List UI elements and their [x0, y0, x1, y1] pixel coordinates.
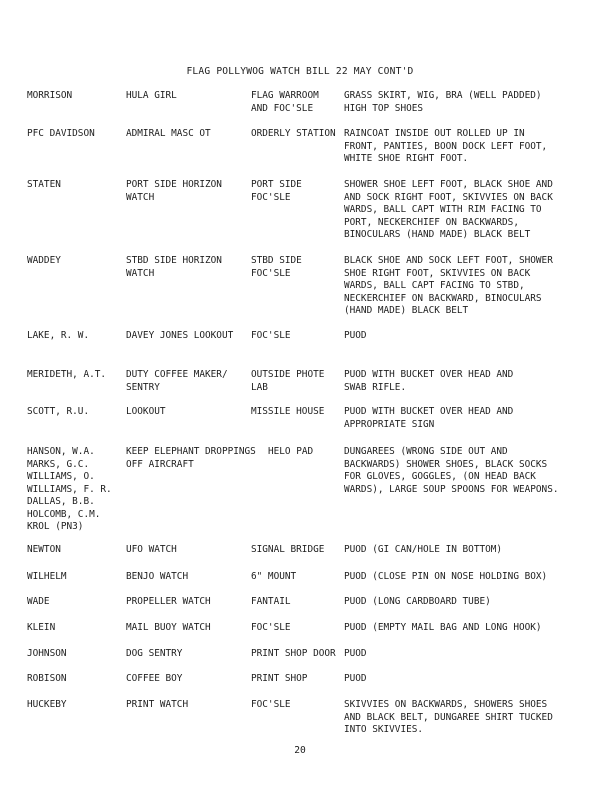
- page-number: 20: [294, 745, 306, 756]
- watch-assignment: UFO WATCH: [126, 544, 177, 555]
- crew-name: JOHNSON: [27, 648, 67, 659]
- watch-assignment: LOOKOUT: [126, 406, 166, 417]
- watch-station: FOC'SLE: [251, 330, 291, 341]
- page-title: FLAG POLLYWOG WATCH BILL 22 MAY CONT'D: [186, 66, 414, 77]
- watch-station: MISSILE HOUSE: [251, 406, 325, 417]
- watch-station: FANTAIL: [251, 596, 291, 607]
- uniform-description: PUOD (CLOSE PIN ON NOSE HOLDING BOX): [344, 571, 548, 582]
- watch-assignment: PRINT WATCH: [126, 699, 189, 710]
- crew-name: WADE: [27, 596, 50, 607]
- crew-name: HANSON, W.A. MARKS, G.C. WILLIAMS, O. WILLIAMS, F. R. DALLAS, B.B. HOLCOMB, C.M. KROL (PN3): [27, 446, 112, 532]
- crew-name: STATEN: [27, 179, 61, 190]
- uniform-description: PUOD: [344, 648, 367, 659]
- watch-station: SIGNAL BRIDGE: [251, 544, 325, 555]
- watch-station: PORT SIDE FOC'SLE: [251, 179, 302, 203]
- watch-station: 6" MOUNT: [251, 571, 297, 582]
- crew-name: PFC DAVIDSON: [27, 128, 95, 139]
- uniform-description: PUOD (LONG CARDBOARD TUBE): [344, 596, 491, 607]
- uniform-description: SHOWER SHOE LEFT FOOT, BLACK SHOE AND AND SOCK RIGHT FOOT, SKIVVIES ON BACK WARDS, BALL CAPT WITH RIM FACING TO PORT, NECKERCHIEF ON BACKWARDS, BINOCULARS (HAND MADE) BLACK BELT: [344, 179, 553, 240]
- watch-station: FOC'SLE: [251, 622, 291, 633]
- uniform-description: BLACK SHOE AND SOCK LEFT FOOT, SHOWER SHOE RIGHT FOOT, SKIVVIES ON BACK WARDS, BALL CAPT FACING TO STBD, NECKERCHIEF ON BACKWARD, BINOCULARS (HAND MADE) BLACK BELT: [344, 255, 553, 316]
- watch-station: STBD SIDE FOC'SLE: [251, 255, 302, 279]
- watch-assignment: PROPELLER WATCH: [126, 596, 211, 607]
- watch-station: PRINT SHOP DOOR: [251, 648, 336, 659]
- uniform-description: DUNGAREES (WRONG SIDE OUT AND BACKWARDS) SHOWER SHOES, BLACK SOCKS FOR GLOVES, GOGGLES, (ON HEAD BACK WARDS), LARGE SOUP SPOONS FOR WEAPONS.: [344, 446, 559, 495]
- watch-assignment: PORT SIDE HORIZON WATCH: [126, 179, 222, 203]
- helo-pad-station: HELO PAD: [268, 446, 314, 457]
- crew-name: HUCKEBY: [27, 699, 67, 710]
- watch-station: OUTSIDE PHOTE LAB: [251, 369, 325, 393]
- uniform-description: PUOD: [344, 673, 367, 684]
- uniform-description: RAINCOAT INSIDE OUT ROLLED UP IN FRONT, PANTIES, BOON DOCK LEFT FOOT, WHITE SHOE RIGHT FOOT.: [344, 128, 548, 164]
- watch-assignment: MAIL BUOY WATCH: [126, 622, 211, 633]
- crew-name: WILHELM: [27, 571, 67, 582]
- uniform-description: GRASS SKIRT, WIG, BRA (WELL PADDED) HIGH TOP SHOES: [344, 90, 542, 114]
- watch-station: PRINT SHOP: [251, 673, 308, 684]
- watch-assignment: DUTY COFFEE MAKER/ SENTRY: [126, 369, 228, 393]
- uniform-description: PUOD: [344, 330, 367, 341]
- watch-assignment: ADMIRAL MASC OT: [126, 128, 211, 139]
- watch-station: FOC'SLE: [251, 699, 291, 710]
- watch-station: ORDERLY STATION: [251, 128, 336, 139]
- crew-name: ROBISON: [27, 673, 67, 684]
- watch-station: FLAG WARROOM AND FOC'SLE: [251, 90, 319, 114]
- watch-assignment: DAVEY JONES LOOKOUT: [126, 330, 234, 341]
- watch-assignment: COFFEE BOY: [126, 673, 183, 684]
- uniform-description: PUOD WITH BUCKET OVER HEAD AND APPROPRIATE SIGN: [344, 406, 514, 430]
- crew-name: KLEIN: [27, 622, 56, 633]
- crew-name: NEWTON: [27, 544, 61, 555]
- crew-name: SCOTT, R.U.: [27, 406, 90, 417]
- crew-name: WADDEY: [27, 255, 61, 266]
- uniform-description: PUOD (GI CAN/HOLE IN BOTTOM): [344, 544, 503, 555]
- watch-assignment: HULA GIRL: [126, 90, 177, 101]
- watch-assignment: STBD SIDE HORIZON WATCH: [126, 255, 222, 279]
- watch-assignment: DOG SENTRY: [126, 648, 183, 659]
- uniform-description: PUOD (EMPTY MAIL BAG AND LONG HOOK): [344, 622, 542, 633]
- watch-assignment: BENJO WATCH: [126, 571, 189, 582]
- uniform-description: SKIVVIES ON BACKWARDS, SHOWERS SHOES AND BLACK BELT, DUNGAREE SHIRT TUCKED INTO SKIVVIES.: [344, 699, 553, 735]
- uniform-description: PUOD WITH BUCKET OVER HEAD AND SWAB RIFLE.: [344, 369, 514, 393]
- watch-assignment: KEEP ELEPHANT DROPPINGS OFF AIRCRAFT: [126, 446, 256, 470]
- crew-name: MORRISON: [27, 90, 73, 101]
- crew-name: LAKE, R. W.: [27, 330, 90, 341]
- crew-name: MERIDETH, A.T.: [27, 369, 107, 380]
